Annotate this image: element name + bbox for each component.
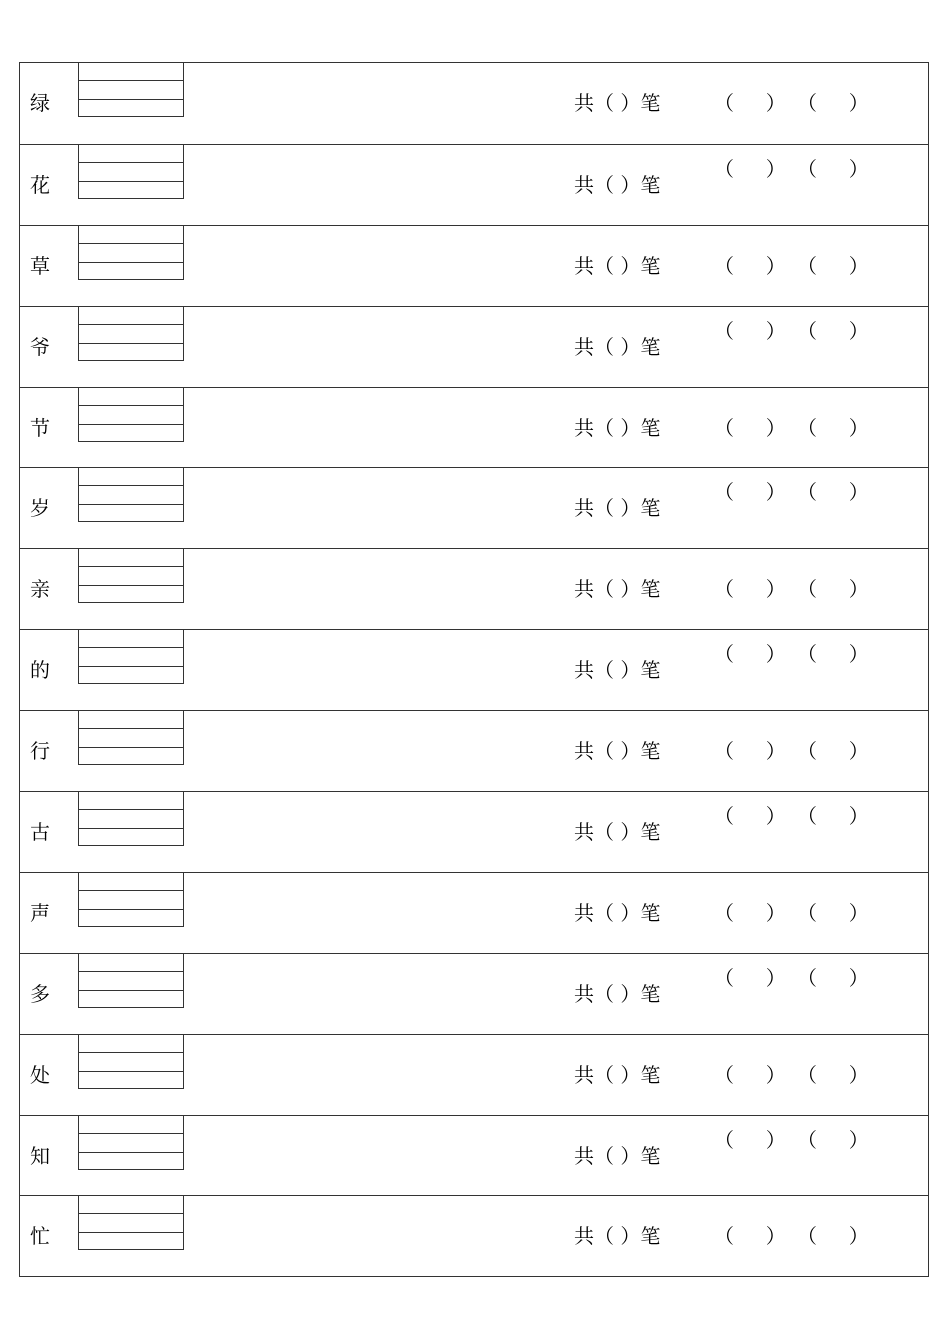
grid-line (79, 162, 183, 163)
pinyin-writing-grid[interactable] (78, 954, 184, 1008)
worksheet-row (20, 306, 928, 387)
grid-line (79, 566, 183, 567)
answer-blanks (714, 254, 880, 278)
grid-line (79, 909, 183, 910)
stroke-count-blank[interactable]: 共（ ）笔 (574, 577, 661, 602)
answer-blank[interactable]: （ ） (797, 965, 869, 990)
worksheet-row (20, 1195, 928, 1276)
character-label: 多 (30, 981, 50, 1006)
character-label: 岁 (30, 496, 50, 521)
pinyin-writing-grid[interactable] (78, 873, 184, 927)
answer-blank[interactable]: （ ） (797, 1127, 869, 1152)
grid-line (79, 243, 183, 244)
answer-blank[interactable]: （ ） (714, 318, 786, 343)
stroke-count-blank[interactable]: 共（ ）笔 (574, 981, 661, 1006)
worksheet-row (20, 953, 928, 1034)
answer-blank[interactable]: （ ） (714, 1127, 786, 1152)
answer-blank[interactable]: （ ） (714, 156, 786, 181)
character-label: 节 (30, 415, 50, 440)
answer-blanks (714, 804, 880, 828)
answer-blank[interactable]: （ ） (797, 804, 869, 829)
pinyin-writing-grid[interactable] (78, 388, 184, 442)
character-label: 亲 (30, 577, 50, 602)
answer-blank[interactable]: （ ） (714, 965, 786, 990)
grid-line (79, 99, 183, 100)
stroke-count-blank[interactable]: 共（ ）笔 (574, 739, 661, 764)
answer-blank[interactable]: （ ） (714, 480, 786, 505)
worksheet-row (20, 467, 928, 548)
grid-line (79, 181, 183, 182)
grid-line (79, 485, 183, 486)
character-label: 行 (30, 739, 50, 764)
answer-blank[interactable]: （ ） (714, 1062, 786, 1087)
stroke-count-blank[interactable]: 共（ ）笔 (574, 334, 661, 359)
grid-line (79, 747, 183, 748)
worksheet-row (20, 387, 928, 468)
pinyin-writing-grid[interactable] (78, 1035, 184, 1089)
answer-blank[interactable]: （ ） (797, 318, 869, 343)
answer-blank[interactable]: （ ） (714, 577, 786, 602)
stroke-count-blank[interactable]: 共（ ）笔 (574, 900, 661, 925)
stroke-count-blank[interactable]: 共（ ）笔 (574, 415, 661, 440)
grid-line (79, 647, 183, 648)
stroke-count-blank[interactable]: 共（ ）笔 (574, 1224, 661, 1249)
answer-blanks (714, 1063, 880, 1087)
answer-blanks (714, 901, 880, 925)
answer-blank[interactable]: （ ） (797, 577, 869, 602)
grid-line (79, 809, 183, 810)
character-label: 绿 (30, 91, 50, 115)
worksheet-row (20, 548, 928, 629)
answer-blanks (714, 1224, 880, 1248)
grid-line (79, 585, 183, 586)
grid-line (79, 343, 183, 344)
grid-line (79, 728, 183, 729)
worksheet-row (20, 225, 928, 306)
answer-blank[interactable]: （ ） (797, 1062, 869, 1087)
pinyin-writing-grid[interactable] (78, 307, 184, 361)
worksheet-row (20, 1115, 928, 1196)
grid-line (79, 1071, 183, 1072)
pinyin-writing-grid[interactable] (78, 1196, 184, 1250)
answer-blanks (714, 416, 880, 440)
pinyin-writing-grid[interactable] (78, 63, 184, 117)
grid-line (79, 1152, 183, 1153)
pinyin-writing-grid[interactable] (78, 630, 184, 684)
answer-blank[interactable]: （ ） (714, 1224, 786, 1249)
grid-line (79, 504, 183, 505)
stroke-count-blank[interactable]: 共（ ）笔 (574, 1062, 661, 1087)
character-label: 草 (30, 253, 50, 278)
answer-blank[interactable]: （ ） (714, 415, 786, 440)
answer-blank[interactable]: （ ） (797, 91, 869, 115)
pinyin-writing-grid[interactable] (78, 549, 184, 603)
grid-line (79, 828, 183, 829)
answer-blank[interactable]: （ ） (714, 739, 786, 764)
answer-blank[interactable]: （ ） (797, 156, 869, 181)
answer-blank[interactable]: （ ） (714, 253, 786, 278)
pinyin-writing-grid[interactable] (78, 792, 184, 846)
answer-blank[interactable]: （ ） (797, 1224, 869, 1249)
grid-line (79, 1232, 183, 1233)
character-label: 知 (30, 1143, 50, 1168)
grid-line (79, 424, 183, 425)
answer-blanks (714, 157, 880, 181)
pinyin-writing-grid[interactable] (78, 145, 184, 199)
worksheet-row (20, 1034, 928, 1115)
pinyin-writing-grid[interactable] (78, 226, 184, 280)
worksheet-row (20, 791, 928, 872)
worksheet-row (20, 710, 928, 791)
grid-line (79, 1052, 183, 1053)
character-label: 的 (30, 658, 50, 683)
grid-line (79, 890, 183, 891)
answer-blank[interactable]: （ ） (714, 642, 786, 667)
grid-line (79, 80, 183, 81)
pinyin-writing-grid[interactable] (78, 711, 184, 765)
stroke-count-blank[interactable]: 共（ ）笔 (574, 91, 661, 115)
worksheet-table (19, 62, 929, 1277)
character-label: 忙 (30, 1224, 50, 1249)
answer-blanks (714, 1128, 880, 1152)
grid-line (79, 1133, 183, 1134)
pinyin-writing-grid[interactable] (78, 1116, 184, 1170)
grid-line (79, 666, 183, 667)
answer-blank[interactable]: （ ） (797, 480, 869, 505)
pinyin-writing-grid[interactable] (78, 468, 184, 522)
answer-blanks (714, 642, 880, 666)
answer-blank[interactable]: （ ） (714, 900, 786, 925)
grid-line (79, 1213, 183, 1214)
stroke-count-blank[interactable]: 共（ ）笔 (574, 1143, 661, 1168)
grid-line (79, 971, 183, 972)
worksheet-row (20, 872, 928, 953)
character-label: 爷 (30, 334, 50, 359)
worksheet-row (20, 144, 928, 225)
character-label: 处 (30, 1062, 50, 1087)
stroke-count-blank[interactable]: 共（ ）笔 (574, 820, 661, 845)
stroke-count-blank[interactable]: 共（ ）笔 (574, 658, 661, 683)
stroke-count-blank[interactable]: 共（ ）笔 (574, 172, 661, 197)
worksheet-row (20, 629, 928, 710)
stroke-count-blank[interactable]: 共（ ）笔 (574, 253, 661, 278)
answer-blank[interactable]: （ ） (714, 804, 786, 829)
answer-blank[interactable]: （ ） (714, 91, 786, 115)
answer-blanks (714, 319, 880, 343)
answer-blank[interactable]: （ ） (797, 642, 869, 667)
stroke-count-blank[interactable]: 共（ ）笔 (574, 496, 661, 521)
grid-line (79, 990, 183, 991)
answer-blanks (714, 739, 880, 763)
answer-blanks (714, 91, 880, 115)
grid-line (79, 405, 183, 406)
answer-blanks (714, 577, 880, 601)
character-label: 声 (30, 900, 50, 925)
answer-blank[interactable]: （ ） (797, 415, 869, 440)
answer-blanks (714, 480, 880, 504)
worksheet-row (20, 63, 928, 144)
answer-blanks (714, 966, 880, 990)
character-label: 古 (30, 820, 50, 845)
answer-blank[interactable]: （ ） (797, 739, 869, 764)
answer-blank[interactable]: （ ） (797, 253, 869, 278)
grid-line (79, 324, 183, 325)
grid-line (79, 262, 183, 263)
character-label: 花 (30, 172, 50, 197)
answer-blank[interactable]: （ ） (797, 900, 869, 925)
